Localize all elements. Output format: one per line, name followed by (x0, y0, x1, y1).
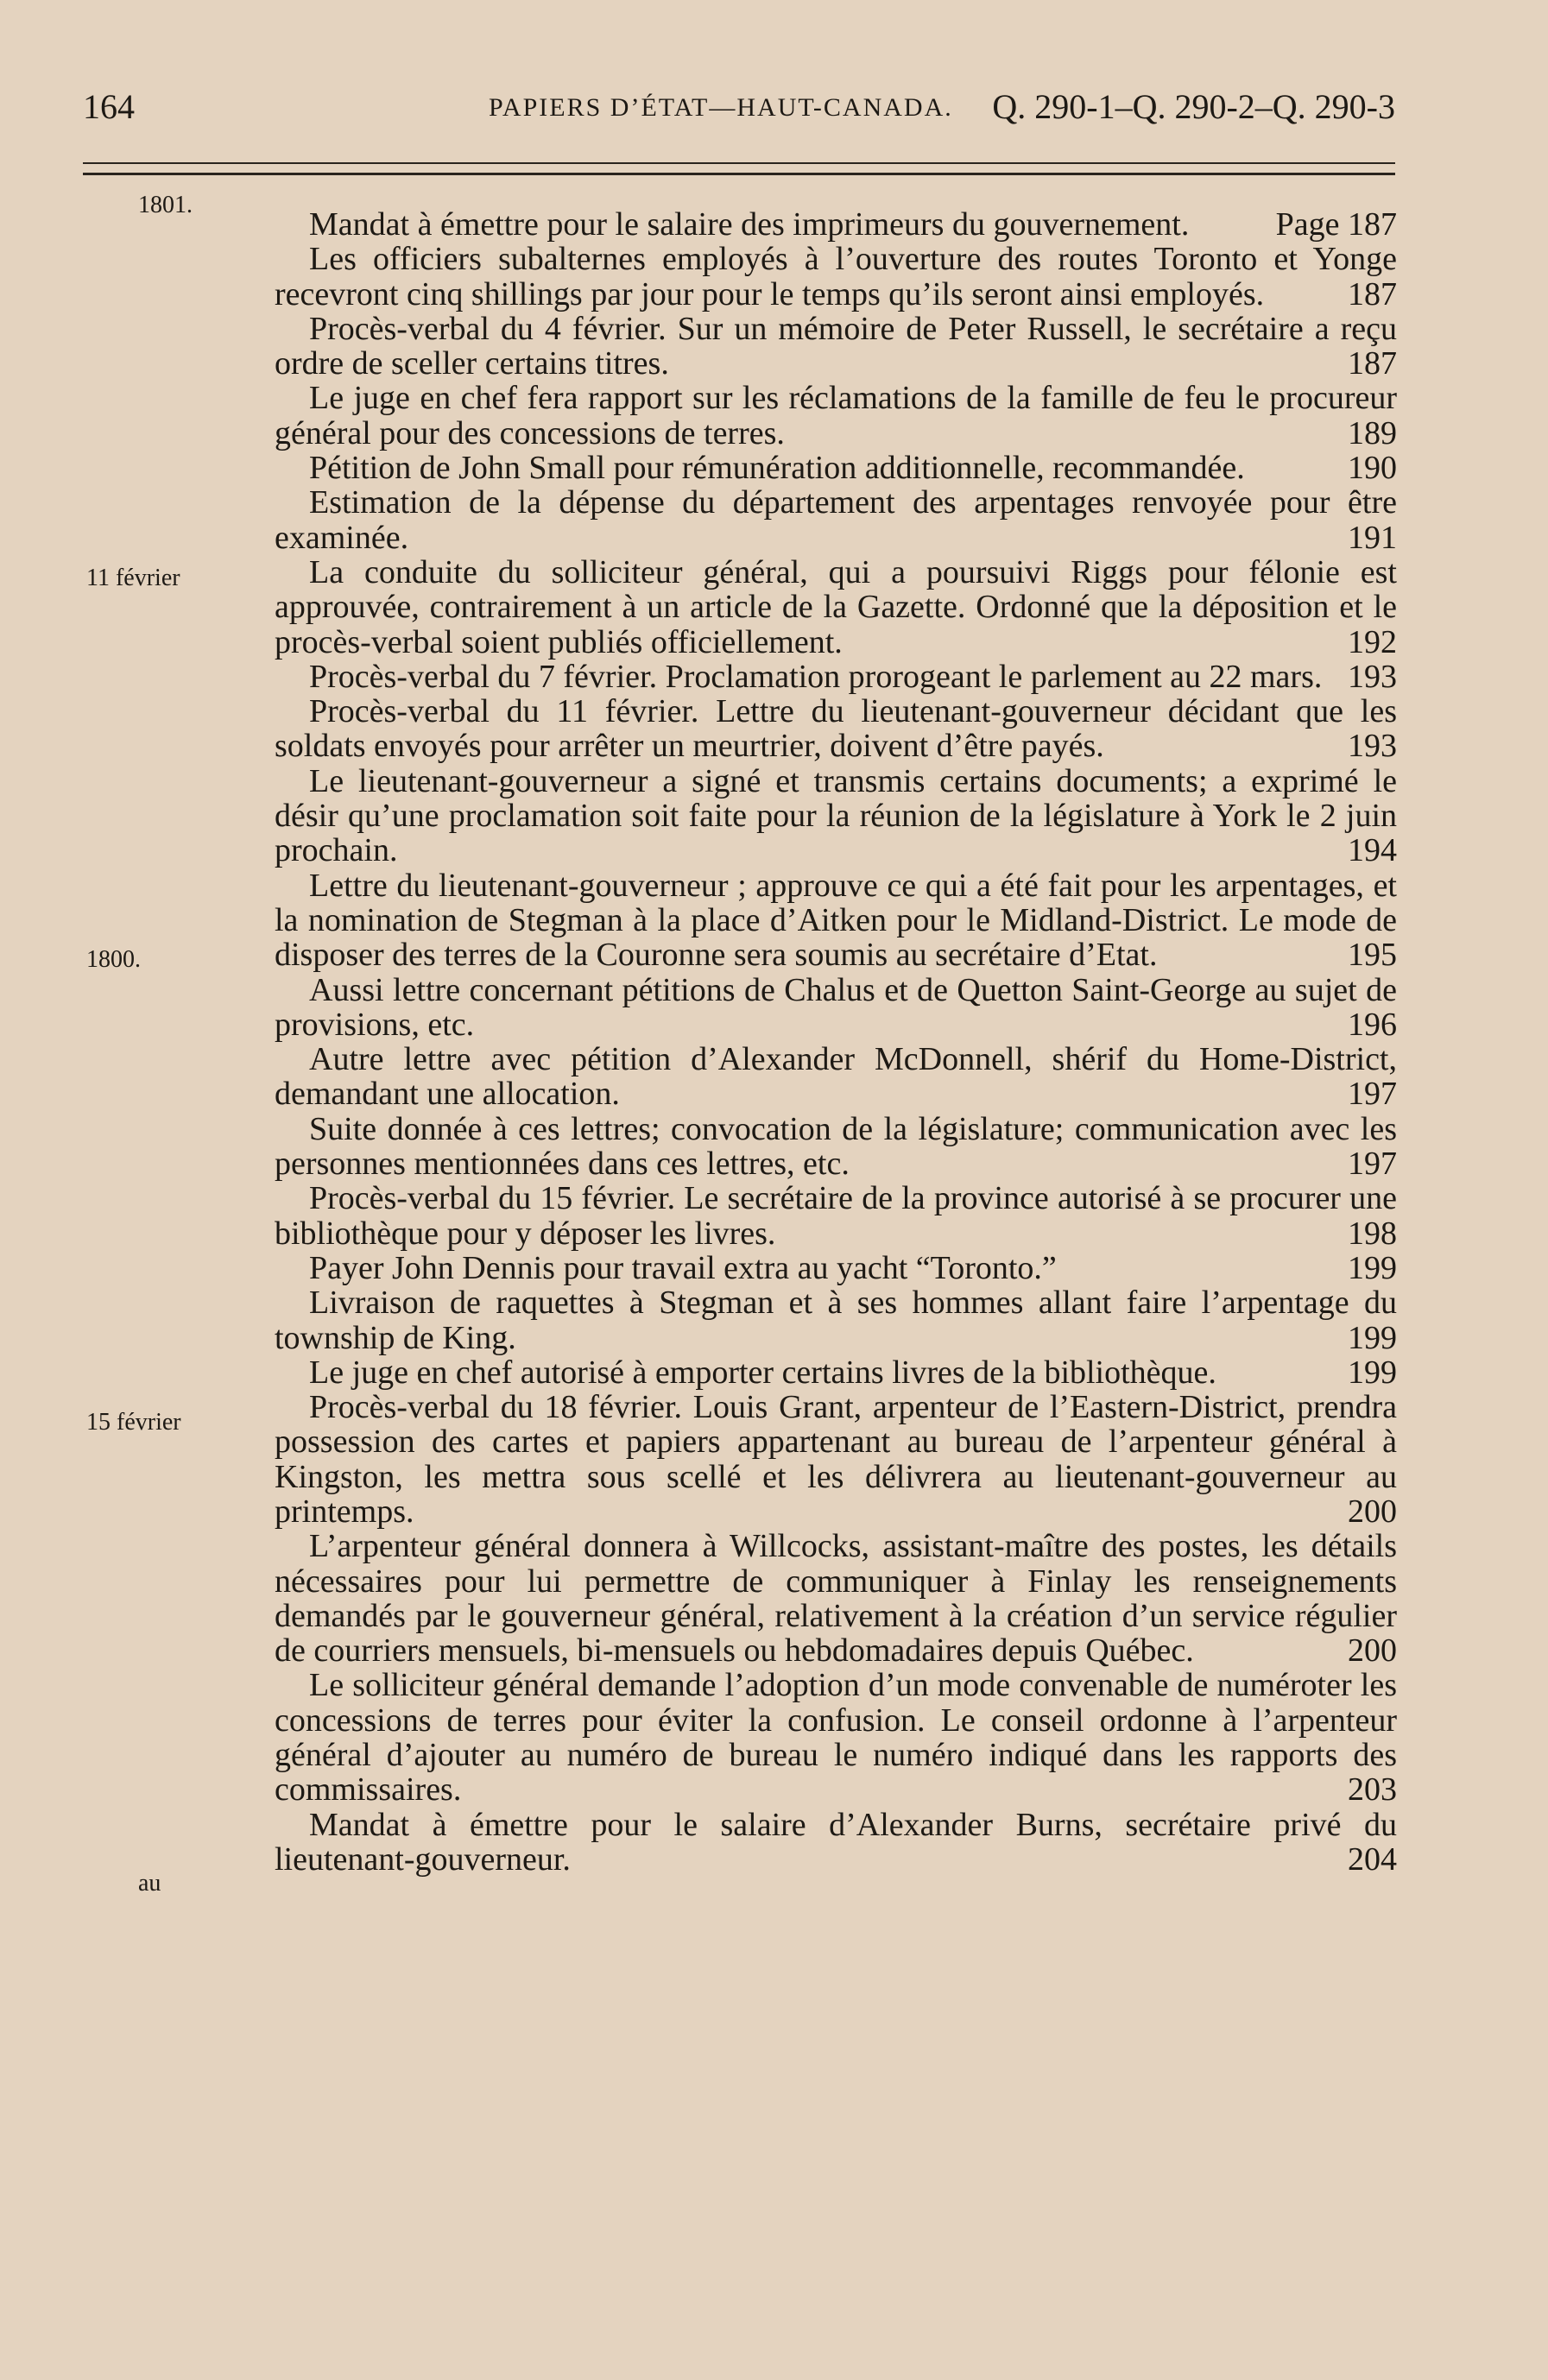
list-item (275, 242, 1397, 312)
entry-text: Payer John Dennis pour travail extra au yacht “Toronto.” (309, 1249, 1057, 1286)
entry-text: Estimation de la dépense du département des arpentages renvoyée pour être examinée. (275, 484, 1397, 556)
entry-text: Les officiers subalternes employés à l’ouverture des routes Toronto et Yonge recevront cinq shillings par jour pour le temps qu’ils seront ainsi employés. (275, 241, 1397, 312)
header-rule-top (83, 162, 1395, 164)
list-item (275, 1390, 1397, 1529)
entry-page: 198 (1348, 1215, 1397, 1252)
entry-page: 197 (1348, 1076, 1397, 1113)
list-item (275, 1285, 1397, 1355)
entry-page: 194 (1348, 832, 1397, 869)
list-item (275, 694, 1397, 764)
entry-page: 199 (1348, 1354, 1397, 1391)
margin-date-1801: 1801. (138, 192, 193, 218)
entry-page: 193 (1348, 728, 1397, 765)
list-item (275, 868, 1397, 973)
entry-text: Mandat à émettre pour le salaire des imprimeurs du gouvernement. (309, 206, 1190, 243)
list-item (275, 207, 1397, 242)
entries-list (275, 207, 1397, 1877)
entry-text: Le juge en chef autorisé à emporter certains livres de la bibliothèque. (309, 1354, 1216, 1391)
list-item (275, 660, 1397, 694)
entry-text: Le solliciteur général demande l’adoption d’un mode convenable de numéroter les concessions de terres pour éviter la confusion. Le conseil ordonne à l’arpenteur général d’ajouter au numéro de bureau le numéro indiqué dans les rapports des commissaires. (275, 1667, 1397, 1809)
list-item (275, 1529, 1397, 1668)
list-item (275, 1355, 1397, 1390)
running-title: PAPIERS D’ÉTAT—HAUT-CANADA. (489, 93, 953, 122)
entry-text: Procès-verbal du 18 février. Louis Grant, arpenteur de l’Eastern-District, prendra possession des cartes et papiers appartenant au bureau de l’arpenteur général à Kingston, les mettra sous scellé et les délivrera au lieutenant-gouverneur au printemps. (275, 1389, 1397, 1530)
entry-text: Livraison de raquettes à Stegman et à ses hommes allant faire l’arpentage du township de King. (275, 1285, 1397, 1356)
list-item (275, 764, 1397, 868)
list-item (275, 555, 1397, 660)
list-item (275, 1112, 1397, 1182)
entry-text: Mandat à émettre pour le salaire d’Alexander Burns, secrétaire privé du lieutenant-gouverneur. (275, 1806, 1397, 1878)
entry-page: 204 (1348, 1840, 1397, 1878)
entry-page: 203 (1348, 1771, 1397, 1809)
list-item (275, 1042, 1397, 1112)
margin-note-au: au (138, 1870, 161, 1897)
entry-text: La conduite du solliciteur général, qui a poursuivi Riggs pour félonie est approuvée, contrairement à un article de la Gazette. Ordonné que la déposition et le procès-verbal soient publiés officiellement. (275, 553, 1397, 660)
entry-text: L’arpenteur général donnera à Willcocks, assistant-maître des postes, les détails nécessaires pour lui permettre de communiquer à Finlay les renseignements demandés par le gouverneur général, relativement à la création d’un service régulier de courriers mensuels, bi-mensuels ou hebdomadaires depuis Québec. (275, 1528, 1397, 1670)
list-item (275, 312, 1397, 382)
list-item (275, 381, 1397, 451)
entry-page: 187 (1348, 345, 1397, 382)
entry-text: Procès-verbal du 4 février. Sur un mémoire de Peter Russell, le secrétaire a reçu ordre de sceller certains titres. (275, 310, 1397, 382)
entry-text: Procès-verbal du 11 février. Lettre du lieutenant-gouverneur décidant que les soldats envoyés pour arrêter un meurtrier, doivent d’être payés. (275, 693, 1397, 765)
entry-page: 199 (1348, 1319, 1397, 1356)
entry-text: Aussi lettre concernant pétitions de Chalus et de Quetton Saint-George au sujet de provisions, etc. (275, 971, 1397, 1043)
header-rule-bottom (83, 173, 1395, 175)
list-item (275, 1668, 1397, 1807)
entry-page: 191 (1348, 519, 1397, 556)
entry-text: Procès-verbal du 7 février. Proclamation prorogeant le parlement au 22 mars. (309, 658, 1323, 695)
list-item (275, 1808, 1397, 1878)
list-item (275, 1181, 1397, 1251)
entry-text: Autre lettre avec pétition d’Alexander McDonnell, shérif du Home-District, demandant une allocation. (275, 1041, 1397, 1113)
margin-date-11-fevrier: 11 février (86, 565, 180, 591)
entry-page: 190 (1348, 450, 1397, 487)
margin-date-1800: 1800. (86, 946, 141, 973)
entry-page: Page 187 (1275, 206, 1397, 243)
page-number: 164 (83, 87, 135, 126)
entry-text: Lettre du lieutenant-gouverneur ; approuve ce qui a été fait pour les arpentages, et la nomination de Stegman à la place d’Aitken pour le Midland-District. Le mode de disposer des terres de la Couronne sera soumis au secrétaire d’Etat. (275, 867, 1397, 974)
entry-text: Suite donnée à ces lettres; convocation de la législature; communication avec les personnes mentionnées dans ces lettres, etc. (275, 1110, 1397, 1183)
list-item (275, 1251, 1397, 1285)
entry-page: 189 (1348, 414, 1397, 451)
entry-page: 193 (1348, 658, 1397, 695)
entry-page: 196 (1348, 1006, 1397, 1043)
entry-text: Le juge en chef fera rapport sur les réclamations de la famille de feu le procureur général pour des concessions de terres. (275, 380, 1397, 451)
entry-page: 200 (1348, 1632, 1397, 1670)
entry-text: Pétition de John Small pour rémunération additionnelle, recommandée. (309, 450, 1245, 487)
entry-text: Le lieutenant-gouverneur a signé et transmis certains documents; a exprimé le désir qu’une proclamation soit faite pour la réunion de la législature à York le 2 juin prochain. (275, 762, 1397, 869)
entry-page: 187 (1348, 275, 1397, 312)
entry-page: 200 (1348, 1493, 1397, 1530)
margin-date-15-fevrier: 15 février (86, 1409, 181, 1436)
entry-page: 192 (1348, 623, 1397, 660)
list-item (275, 451, 1397, 485)
list-item (275, 485, 1397, 555)
page-header (83, 86, 1395, 138)
entry-text: Procès-verbal du 15 février. Le secrétaire de la province autorisé à se procurer une bibliothèque pour y déposer les livres. (275, 1180, 1397, 1252)
list-item (275, 973, 1397, 1043)
entry-page: 197 (1348, 1146, 1397, 1183)
archive-reference: Q. 290-1–Q. 290-2–Q. 290-3 (992, 87, 1395, 126)
entry-page: 199 (1348, 1249, 1397, 1286)
entry-page: 195 (1348, 937, 1397, 974)
